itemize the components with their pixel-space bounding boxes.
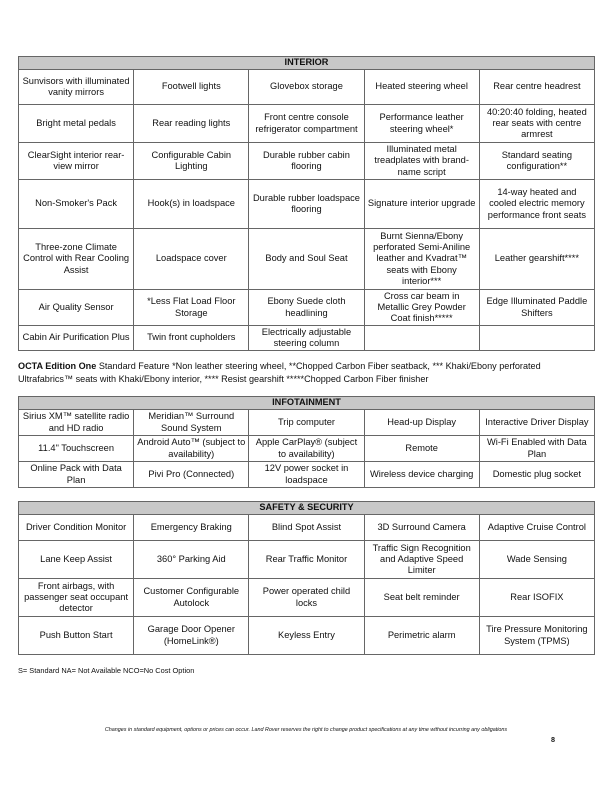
table-row xyxy=(19,436,595,462)
table-row xyxy=(19,579,595,617)
availability-legend: S= Standard NA= Not Available NCO=No Cost Option xyxy=(18,666,195,675)
table-cell: Wi-Fi Enabled with Data Plan xyxy=(479,436,594,462)
table-cell: Durable rubber cabin flooring xyxy=(249,143,364,180)
table-cell: Push Button Start xyxy=(19,617,134,655)
table-cell: Hook(s) in loadspace xyxy=(134,180,249,229)
table-cell: Driver Condition Monitor xyxy=(19,515,134,541)
table-cell: ClearSight interior rear-view mirror xyxy=(19,143,134,180)
table-cell: Domestic plug socket xyxy=(479,462,594,488)
table-cell: Online Pack with Data Plan xyxy=(19,462,134,488)
table-cell: Power operated child locks xyxy=(249,579,364,617)
table-cell: Standard seating configuration** xyxy=(479,143,594,180)
table-cell: Lane Keep Assist xyxy=(19,541,134,579)
table-cell: Air Quality Sensor xyxy=(19,290,134,326)
table-cell: Adaptive Cruise Control xyxy=(479,515,594,541)
octa-edition-note xyxy=(18,360,596,385)
table-cell: Durable rubber loadspace flooring xyxy=(249,180,364,229)
table-cell: 12V power socket in loadspace xyxy=(249,462,364,488)
octa-edition-label: OCTA Edition One xyxy=(18,361,97,371)
infotainment-section-header: INFOTAINMENT xyxy=(19,397,595,410)
table-cell: Seat belt reminder xyxy=(364,579,479,617)
interior-section-header: INTERIOR xyxy=(19,57,595,70)
table-cell: Non-Smoker's Pack xyxy=(19,180,134,229)
table-cell: 3D Surround Camera xyxy=(364,515,479,541)
table-cell: Rear centre headrest xyxy=(479,70,594,105)
table-cell xyxy=(479,326,594,351)
table-row xyxy=(19,290,595,326)
table-cell: Signature interior upgrade xyxy=(364,180,479,229)
table-cell: Edge Illuminated Paddle Shifters xyxy=(479,290,594,326)
table-cell: Glovebox storage xyxy=(249,70,364,105)
table-row xyxy=(19,410,595,436)
table-cell: Keyless Entry xyxy=(249,617,364,655)
table-cell: Garage Door Opener (HomeLink®) xyxy=(134,617,249,655)
infotainment-table xyxy=(18,396,595,488)
table-cell: Perimetric alarm xyxy=(364,617,479,655)
table-cell: Blind Spot Assist xyxy=(249,515,364,541)
table-row xyxy=(19,617,595,655)
table-cell: Trip computer xyxy=(249,410,364,436)
table-cell: Wade Sensing xyxy=(479,541,594,579)
disclaimer-text: Changes in standard equipment, options or prices can occur. Land Rover reserves the right to change product specifications at any time without incurring any obligations xyxy=(104,727,508,733)
table-cell: Bright metal pedals xyxy=(19,105,134,143)
table-cell: Cabin Air Purification Plus xyxy=(19,326,134,351)
table-cell: Rear reading lights xyxy=(134,105,249,143)
table-row xyxy=(19,515,595,541)
table-cell: Footwell lights xyxy=(134,70,249,105)
table-row xyxy=(19,541,595,579)
interior-table xyxy=(18,56,595,351)
octa-edition-text: Standard Feature *Non leather steering wheel, **Chopped Carbon Fiber seatback, *** Khaki/Ebony perforated Ultrafabrics™ seats with Khaki/Ebony interior, **** Resist gearshift *****Chopped Carbon Fiber finisher xyxy=(18,361,541,384)
table-cell: Apple CarPlay® (subject to availability) xyxy=(249,436,364,462)
table-cell: Emergency Braking xyxy=(134,515,249,541)
table-cell: Rear Traffic Monitor xyxy=(249,541,364,579)
table-cell: 11.4" Touchscreen xyxy=(19,436,134,462)
table-cell: Customer Configurable Autolock xyxy=(134,579,249,617)
table-cell: Head-up Display xyxy=(364,410,479,436)
table-cell: Configurable Cabin Lighting xyxy=(134,143,249,180)
table-cell: Twin front cupholders xyxy=(134,326,249,351)
table-cell: Tire Pressure Monitoring System (TPMS) xyxy=(479,617,594,655)
safety-section-header: SAFETY & SECURITY xyxy=(19,502,595,515)
table-cell xyxy=(364,326,479,351)
table-cell: Performance leather steering wheel* xyxy=(364,105,479,143)
table-cell: Front centre console refrigerator compartment xyxy=(249,105,364,143)
table-cell: Wireless device charging xyxy=(364,462,479,488)
table-cell: 40:20:40 folding, heated rear seats with centre armrest xyxy=(479,105,594,143)
table-cell: Heated steering wheel xyxy=(364,70,479,105)
table-cell: Three-zone Climate Control with Rear Cooling Assist xyxy=(19,229,134,290)
table-cell: Sirius XM™ satellite radio and HD radio xyxy=(19,410,134,436)
table-cell: 360° Parking Aid xyxy=(134,541,249,579)
table-cell: Android Auto™ (subject to availability) xyxy=(134,436,249,462)
page-number: 8 xyxy=(551,735,555,744)
table-row xyxy=(19,105,595,143)
table-cell: Loadspace cover xyxy=(134,229,249,290)
table-cell: Pivi Pro (Connected) xyxy=(134,462,249,488)
table-row xyxy=(19,143,595,180)
table-cell: Remote xyxy=(364,436,479,462)
table-cell: 14-way heated and cooled electric memory performance front seats xyxy=(479,180,594,229)
table-cell: Illuminated metal treadplates with brand-name script xyxy=(364,143,479,180)
table-cell: Front airbags, with passenger seat occupant detector xyxy=(19,579,134,617)
table-row xyxy=(19,70,595,105)
table-cell: Ebony Suede cloth headlining xyxy=(249,290,364,326)
table-cell: Rear ISOFIX xyxy=(479,579,594,617)
table-cell: Sunvisors with illuminated vanity mirrors xyxy=(19,70,134,105)
table-cell: Burnt Sienna/Ebony perforated Semi-Aniline leather and Kvadrat™ seats with Ebony interior*** xyxy=(364,229,479,290)
safety-security-table xyxy=(18,501,595,655)
table-cell: *Less Flat Load Floor Storage xyxy=(134,290,249,326)
table-cell: Interactive Driver Display xyxy=(479,410,594,436)
table-row xyxy=(19,229,595,290)
table-row xyxy=(19,180,595,229)
table-cell: Traffic Sign Recognition and Adaptive Speed Limiter xyxy=(364,541,479,579)
table-cell: Cross car beam in Metallic Grey Powder Coat finish***** xyxy=(364,290,479,326)
table-cell: Meridian™ Surround Sound System xyxy=(134,410,249,436)
table-row xyxy=(19,462,595,488)
table-cell: Body and Soul Seat xyxy=(249,229,364,290)
table-row xyxy=(19,326,595,351)
table-cell: Leather gearshift**** xyxy=(479,229,594,290)
table-cell: Electrically adjustable steering column xyxy=(249,326,364,351)
